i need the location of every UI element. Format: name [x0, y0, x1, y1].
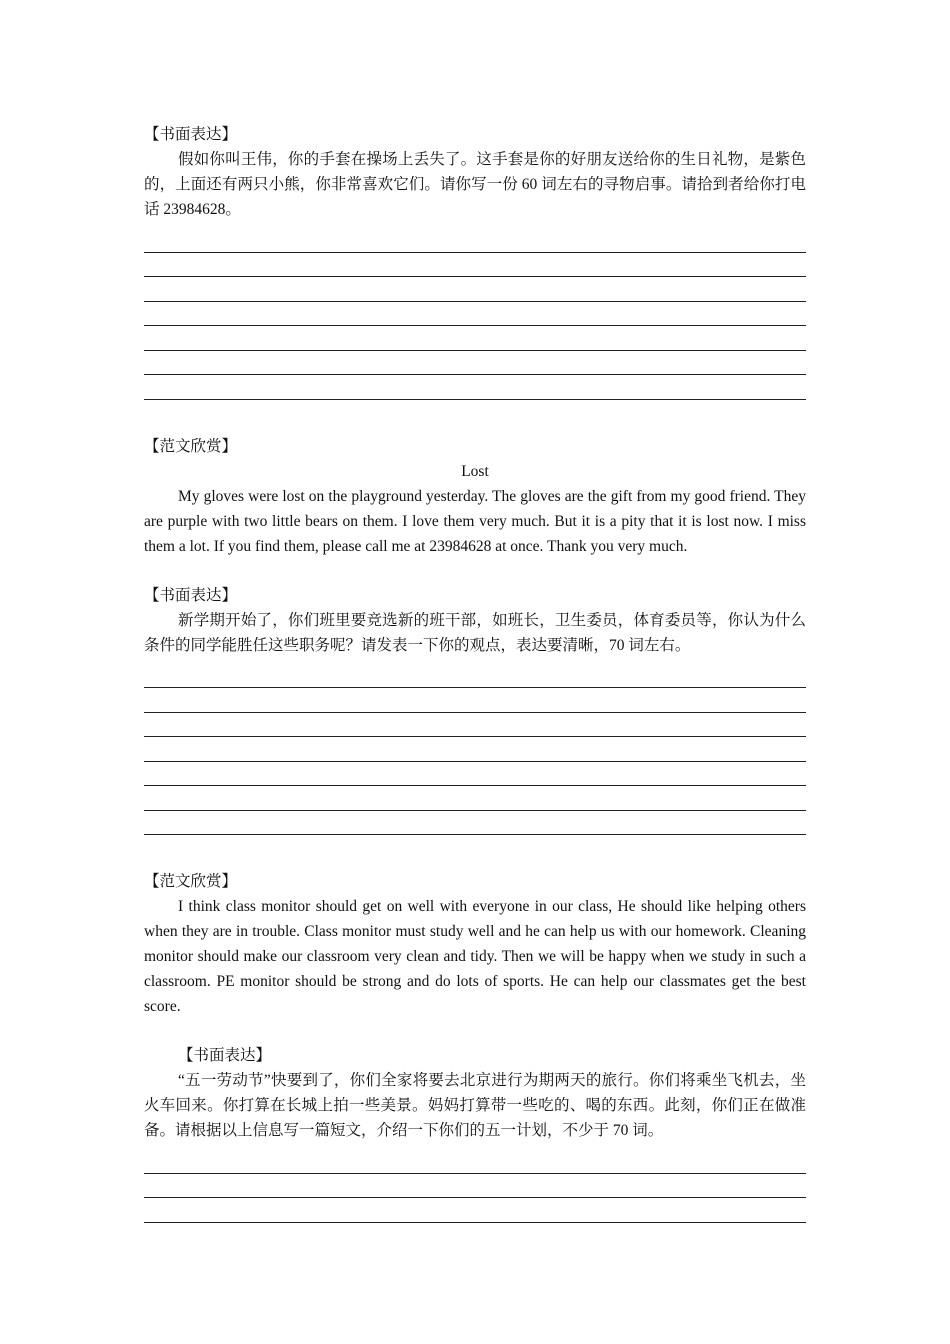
spacer: [144, 400, 806, 434]
answer-line[interactable]: [144, 351, 806, 376]
answer-line[interactable]: [144, 664, 806, 689]
answer-line[interactable]: [144, 737, 806, 762]
sample1-title: Lost: [461, 462, 489, 480]
section3-answer-lines[interactable]: [144, 1149, 806, 1223]
section1-heading: 【书面表达】: [144, 126, 238, 143]
sample2-body: I think class monitor should get on well with everyone in our class, He should like helping others when they are in trouble. Class monitor must study well and he can help us with our homework. Cleaning monitor should make our classroom very clean and tidy. Then we will be happy when we study in such a classroom. PE monitor should be strong and do lots of sports. He can help our classmates get the best score.: [144, 898, 806, 1015]
spacer: [144, 1019, 806, 1043]
spacer: [144, 559, 806, 583]
section3-prompt: “五一劳动节”快要到了，你们全家将要去北京进行为期两天的旅行。你们将乘坐飞机去，坐火车回来。你打算在长城上拍一些美景。妈妈打算带一些吃的、喝的东西。此刻，你们正在做准备。请根据以上信息写一篇短文，介绍一下你们的五一计划，不少于 70 词。: [144, 1072, 806, 1139]
section3-heading: 【书面表达】: [178, 1047, 272, 1064]
answer-line[interactable]: [144, 326, 806, 351]
sample1-body: My gloves were lost on the playground yesterday. The gloves are the gift from my good friend. They are purple with two little bears on them. I love them very much. But it is a pity that it is lost now. I miss them a lot. If you find them, please call me at 23984628 at once. Thank you very much.: [144, 487, 806, 555]
section1-prompt: 假如你叫王伟，你的手套在操场上丢失了。这手套是你的好朋友送给你的生日礼物，是紫色的，上面还有两只小熊，你非常喜欢它们。请你写一份 60 词左右的寻物启事。请拾到者给你打电话 23984628。: [144, 151, 806, 218]
answer-line[interactable]: [144, 1149, 806, 1174]
answer-line[interactable]: [144, 786, 806, 811]
answer-line[interactable]: [144, 811, 806, 836]
answer-line[interactable]: [144, 762, 806, 787]
section2-heading: 【书面表达】: [144, 586, 238, 604]
sample2-heading: 【范文欣赏】: [144, 873, 238, 890]
sample1-heading: 【范文欣赏】: [144, 437, 238, 455]
answer-line[interactable]: [144, 277, 806, 302]
answer-line[interactable]: [144, 1198, 806, 1223]
section2-prompt: 新学期开始了，你们班里要竞选新的班干部，如班长，卫生委员，体育委员等，你认为什么条件的同学能胜任这些职务呢？请发表一下你的观点，表达要清晰，70 词左右。: [144, 611, 806, 654]
section2-answer-lines[interactable]: [144, 664, 806, 836]
answer-line[interactable]: [144, 228, 806, 253]
document-page: [144, 122, 806, 1223]
answer-line[interactable]: [144, 375, 806, 400]
spacer: [144, 835, 806, 869]
answer-line[interactable]: [144, 302, 806, 327]
answer-line[interactable]: [144, 253, 806, 278]
answer-line[interactable]: [144, 713, 806, 738]
answer-line[interactable]: [144, 1174, 806, 1199]
answer-line[interactable]: [144, 688, 806, 713]
section1-answer-lines[interactable]: [144, 228, 806, 400]
